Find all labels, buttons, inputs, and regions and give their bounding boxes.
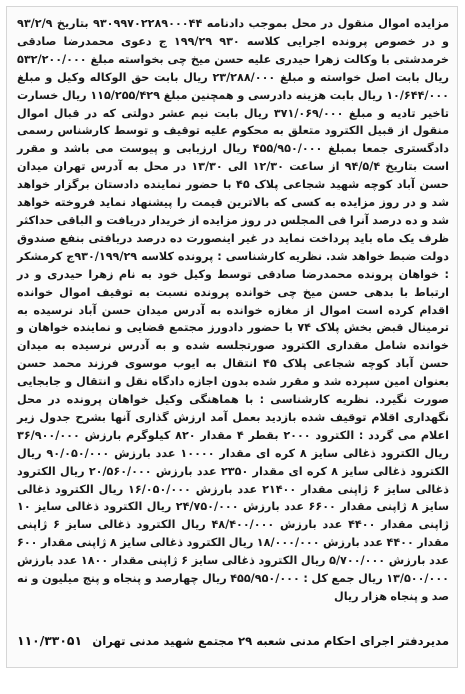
auction-notice-text bbox=[17, 15, 449, 606]
notice-footer bbox=[17, 632, 449, 650]
issuer-signature: مدیردفتر اجرای احکام مدنی شعبه ۲۹ مجتمع شهید مدنی تهران bbox=[92, 634, 449, 648]
notice-reference-number: ۱۱۰/۳۳۰۵۱ bbox=[17, 633, 83, 648]
notice-body: مزایده اموال منقول در محل بموجب دادنامه ۹۳۰۹۹۷۰۲۲۸۹۰۰۰۴۴ بتاریخ ۹۳/۲/۹ و در خصوص پرونده اجرایی کلاسه ۹۳۰ ۱۹۹/۲۹ ج دعوی محمدرضا صادقی خرمدشتی با وکالت زهرا حیدری علیه حسن میخ چی بخواسته مبلغ ۵۳۲/۲۰۰/۰۰۰ ریال بابت اصل خواسته و مبلغ ۲۳/۲۸۸/۰۰۰ ریال بابت حق الوکاله وکیل و مبلغ ۱۰/۶۴۴/۰۰۰ ریال بابت هزینه دادرسی و همچنین مبلغ ۱۱۵/۲۵۵/۴۲۹ ریال خسارت تاخیر تادیه و مبلغ ۳۷۱/۰۶۹/۰۰۰ ریال بابت نیم عشر دولتی که در قبال اموال منقول از قبیل الکترود متعلق به محکوم علیه توقیف و توسط کارشناس رسمی دادگستری جمعا بمبلغ ۴۵۵/۹۵۰/۰۰۰ ریال ارزیابی و پیوست می باشد و مقرر است بتاریخ ۹۴/۵/۴ از ساعت ۱۲/۳۰ الی ۱۳/۳۰ در محل به آدرس تهران میدان حسن آباد کوچه شهید شجاعی پلاک ۴۵ با حضور نماینده دادستان برگزار خواهد شد و در روز مزایده به کسی که بالاترین قیمت را پیشنهاد نماید فروخته خواهد شد و ده درصد آنرا فی المجلس در روز مزایده از خریدار دریافت و الباقی حداکثر ظرف یک ماه باید پرداخت نماید در غیر اینصورت ده درصد دریافتی بنفع صندوق دولت ضبط خواهد شد. نظریه کارشناسی : پرونده کلاسه ۹۳۰/۱۹۹/۲۹ج کرمشکر : خواهان پرونده محمدرضا صادقی توسط وکیل خود به نام زهرا حیدری و در ارتباط با بدهی حسن میخ چی خوانده پرونده نسبت به توقیف اموال خوانده اقدام کرده است اموال از مغازه خوانده به آدرس میدان حسن آباد نرسیده به ترمینال قبض بخش پلاک ۷۴ با حضور دادورز مجتمع قضایی و نماینده خواهان و خوانده شامل مقداری الکترود صورتجلسه شده و به آدرس نرسیده به میدان حسن آباد کوچه شجاعی پلاک ۴۵ انتقال به ایوب موسوی فرزند محمد حسن بعنوان امین سپرده شد و مقرر شده بدون اجازه دادگاه نقل و انتقال و جابجایی صورت نگیرد. نظریه کارشناسی : با هماهنگی وکیل خواهان پرونده در محل نگهداری اقلام توقیف شده بازدید بعمل آمد ارزش گذاری آنها بشرح جدول زیر اعلام می گردد : الکترود ۲۰۰۰ بقطر ۴ مقدار ۸۲۰ کیلوگرم بارزش ۳۶/۹۰۰/۰۰۰ ریال الکترود ذغالی سایز ۸ کره ای مقدار ۱۰۰۰۰ عدد بارزش ۹۰/۰۵۰/۰۰۰ ریال الکترود ذغالی سایز ۸ کره ای مقدار ۲۳۵۰ عدد بارزش ۲۰/۵۶۰/۰۰۰ ریال الکترود ذغالی سایز ۶ ژاپنی مقدار ۲۱۴۰۰ عدد بارزش ۱۶/۰۵۰/۰۰۰ ریال الکترود ذغالی سایز ۸ ژاپنی مقدار ۶۶۰۰ عدد بارزش ۲۴/۷۵۰/۰۰۰ ریال الکترود ذغالی سایز ۱۰ ژاپنی مقدار ۴۴۰۰ عدد بارزش ۴۸/۴۰۰/۰۰۰ ریال الکترود ذغالی سایز ۶ ژاپنی مقدار ۴۴۰۰ عدد بارزش ۱۸/۰۰۰/۰۰۰ ریال الکترود ذغالی سایز ۸ ژاپنی مقدار ۶۰۰ عدد بارزش ۵/۷۰۰/۰۰۰ ریال الکترود ذغالی سایز ۶ ژاپنی مقدار ۱۸۰۰ عدد بارزش ۱۳/۵۰۰/۰۰۰ ریال جمع کل : ۴۵۵/۹۵۰/۰۰۰ ریال چهارصد و پنجاه و پنج میلیون و نه صد و پنجاه هزار ریال bbox=[17, 17, 450, 603]
newspaper-clipping bbox=[6, 6, 458, 668]
